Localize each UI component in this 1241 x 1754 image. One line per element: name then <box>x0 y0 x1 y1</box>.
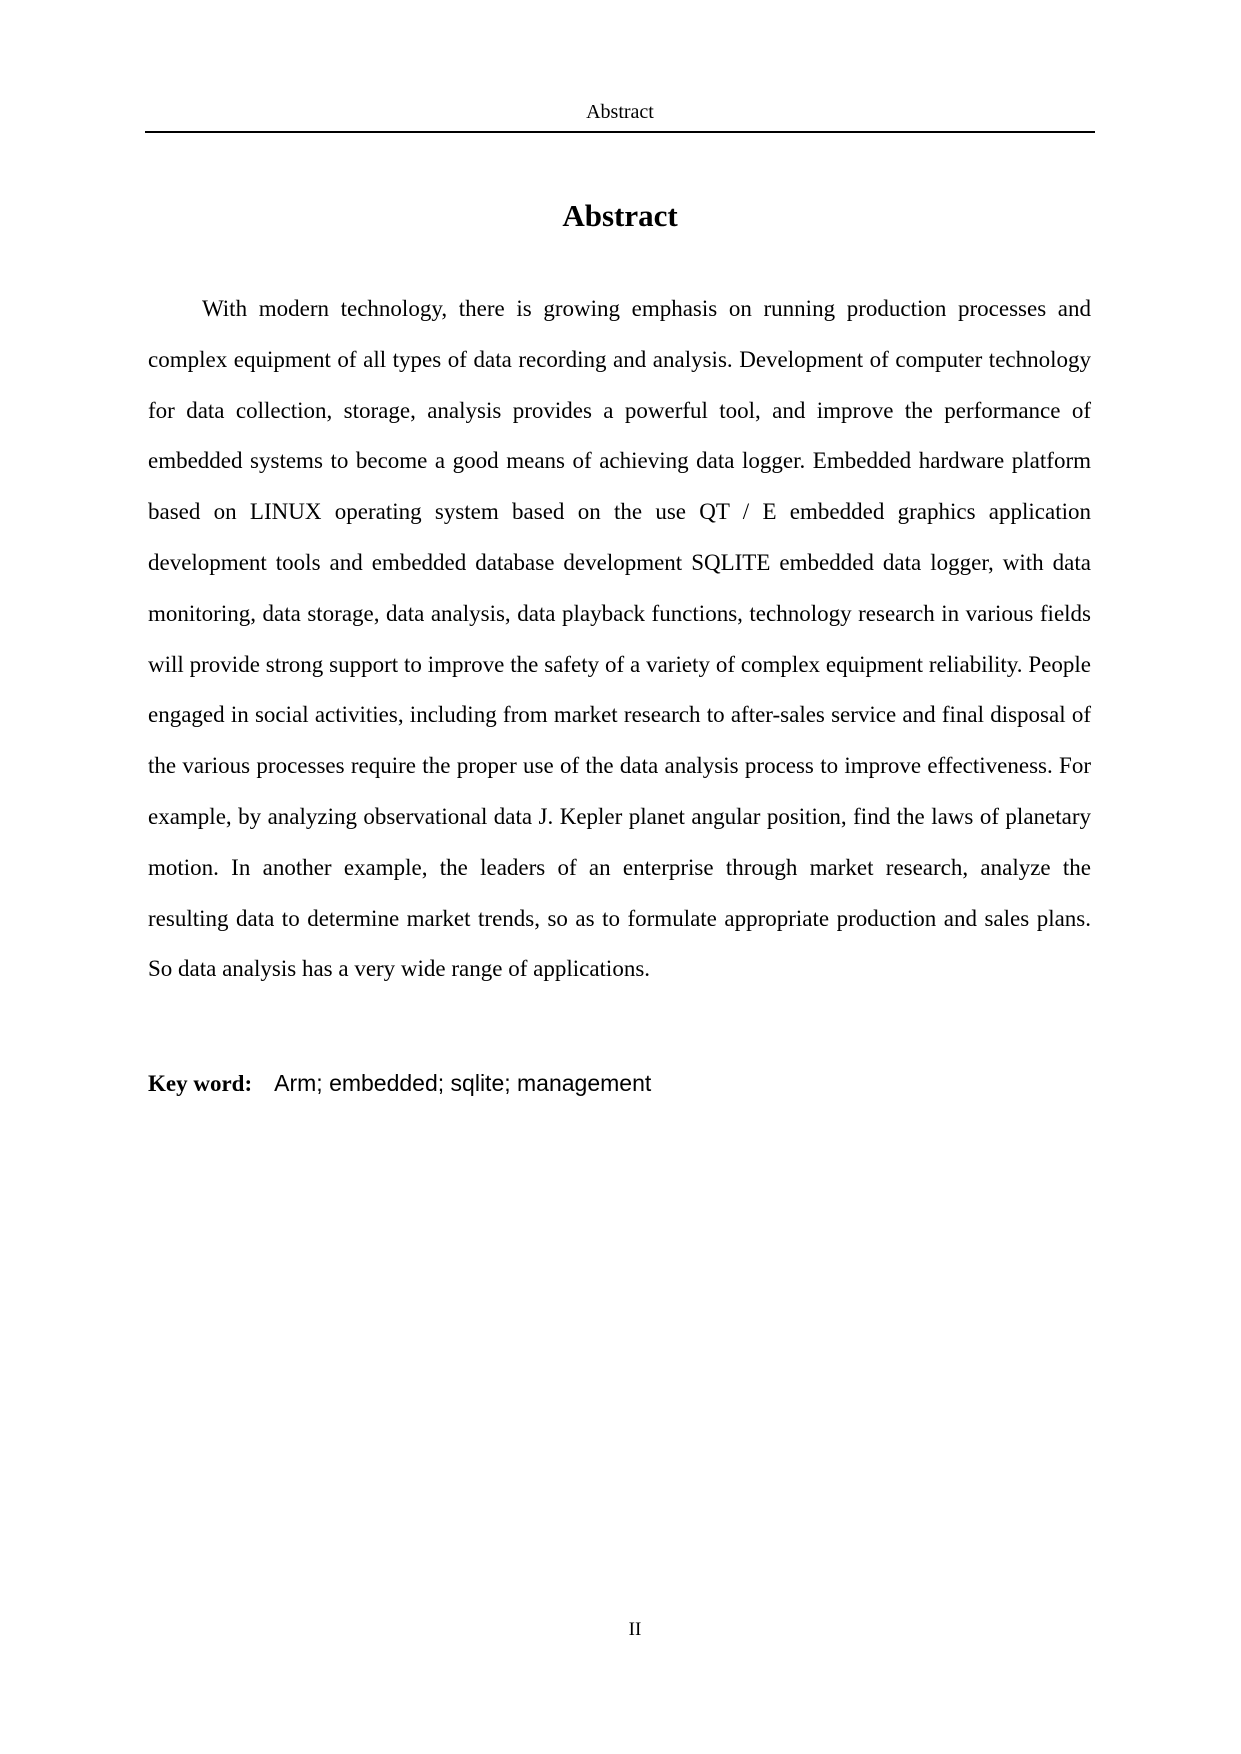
header-rule <box>145 131 1095 133</box>
page-number: II <box>628 1619 642 1640</box>
abstract-paragraph: With modern technology, there is growing emphasis on running production processes and complex equipment of all types of data recording and analysis. Development of computer technology for data collection, storage, analysis provides a powerful tool, and improve the performance of embedded systems to become a good means of achieving data logger. Embedded hardware platform based on LINUX operating system based on the use QT / E embedded graphics application development tools and embedded database development SQLITE embedded data logger, with data monitoring, data storage, data analysis, data playback functions, technology research in various fields will provide strong support to improve the safety of a variety of complex equipment reliability. People engaged in social activities, including from market research to after-sales service and final disposal of the various processes require the proper use of the data analysis process to improve effectiveness. For example, by analyzing observational data J. Kepler planet angular position, find the laws of planetary motion. In another example, the leaders of an enterprise through market research, analyze the resulting data to determine market trends, so as to formulate appropriate production and sales plans. So data analysis has a very wide range of applications. <box>148 296 1091 982</box>
keywords-label: Key word: <box>148 1071 253 1096</box>
keywords-line <box>148 1068 1091 1099</box>
page-title: Abstract <box>562 198 678 233</box>
keywords-value: Arm; embedded; sqlite; management <box>274 1070 652 1096</box>
running-header: Abstract <box>586 101 654 123</box>
